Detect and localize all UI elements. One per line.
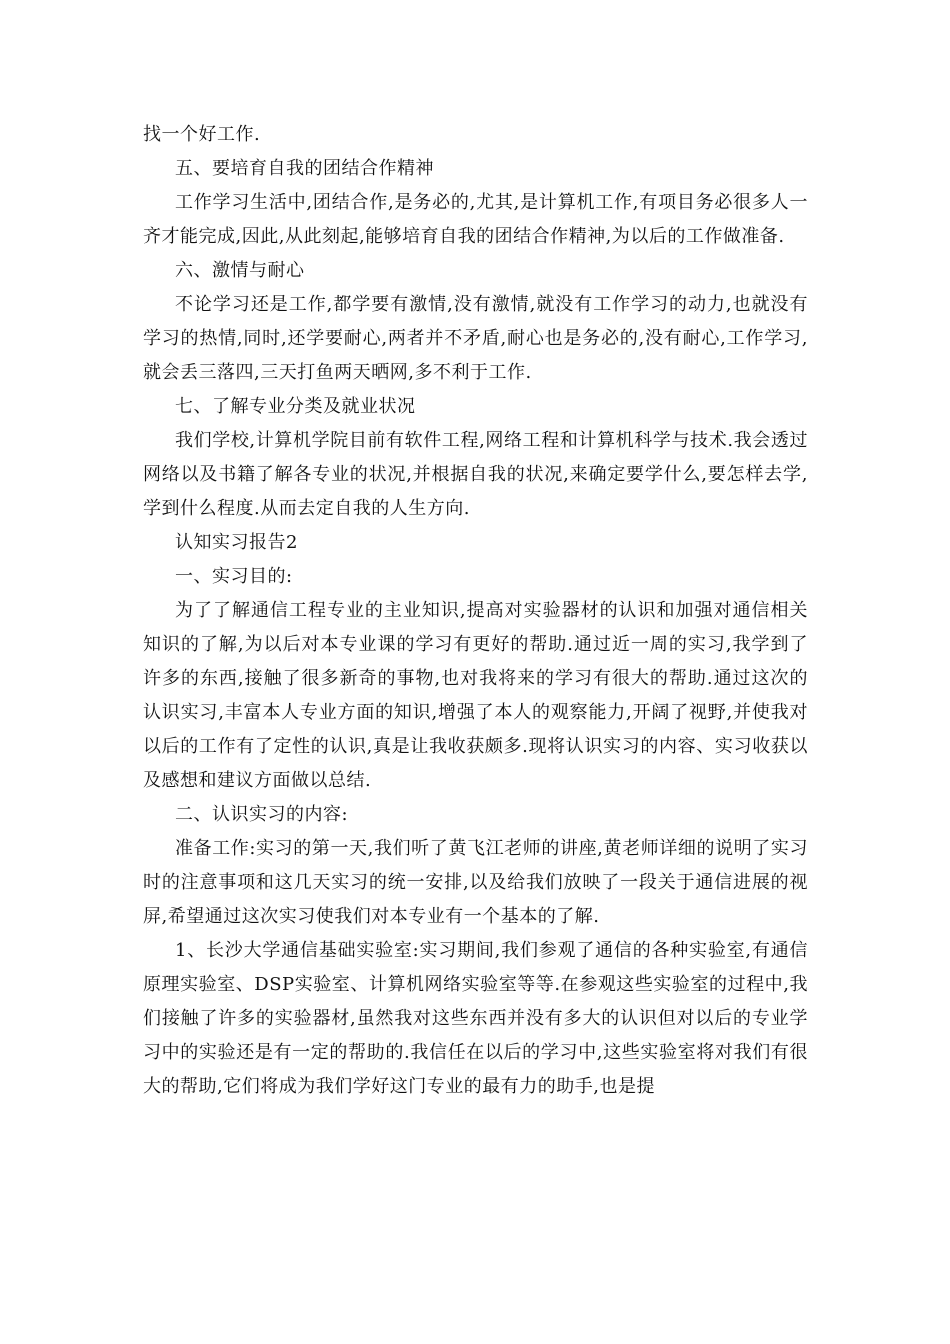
section-heading: 六、激情与耐心: [175, 260, 305, 281]
section-heading: 七、了解专业分类及就业状况: [175, 396, 416, 417]
body-paragraph: 为了了解通信工程专业的主业知识,提高对实验器材的认识和加强对通信相关知识的了解,为以后对本专业课的学习有更好的帮助.通过近一周的实习,我学到了许多的东西,接触了很多新奇的事物,也对我将来的学习有很大的帮助.通过这次的认识实习,丰富本人专业方面的知识,增强了本人的观察能力,开阔了视野,并使我对以后的工作有了定性的认识,真是让我收获颇多.现将认识实习的内容、实习收获以及感想和建议方面做以总结.: [143, 600, 808, 791]
section-heading: 认知实习报告2: [175, 532, 298, 553]
section-heading: 二、认识实习的内容:: [175, 804, 349, 825]
section-heading: 五、要培育自我的团结合作精神: [175, 158, 434, 179]
body-paragraph: 找一个好工作.: [143, 124, 261, 145]
body-paragraph: 工作学习生活中,团结合作,是务必的,尤其,是计算机工作,有项目务必很多人一齐才能完成,因此,从此刻起,能够培育自我的团结合作精神,为以后的工作做准备.: [143, 192, 808, 247]
body-paragraph: 我们学校,计算机学院目前有软件工程,网络工程和计算机科学与技术.我会透过网络以及书籍了解各专业的状况,并根据自我的状况,来确定要学什么,要怎样去学,学到什么程度.从而去定自我的人生方向.: [143, 430, 808, 519]
section-heading: 一、实习目的:: [175, 566, 293, 587]
body-paragraph: 准备工作:实习的第一天,我们听了黄飞江老师的讲座,黄老师详细的说明了实习时的注意事项和这几天实习的统一安排,以及给我们放映了一段关于通信进展的视屏,希望通过这次实习使我们对本专业有一个基本的了解.: [143, 838, 808, 927]
document-body: [143, 118, 808, 1104]
body-paragraph: 1、长沙大学通信基础实验室:实习期间,我们参观了通信的各种实验室,有通信原理实验室、DSP实验室、计算机网络实验室等等.在参观这些实验室的过程中,我们接触了许多的实验器材,虽然我对这些东西并没有多大的认识但对以后的专业学习中的实验还是有一定的帮助的.我信任在以后的学习中,这些实验室将对我们有很大的帮助,它们将成为我们学好这门专业的最有力的助手,也是提: [143, 940, 808, 1097]
body-paragraph: 不论学习还是工作,都学要有激情,没有激情,就没有工作学习的动力,也就没有学习的热情,同时,还学要耐心,两者并不矛盾,耐心也是务必的,没有耐心,工作学习,就会丢三落四,三天打鱼两天晒网,多不利于工作.: [143, 294, 808, 383]
